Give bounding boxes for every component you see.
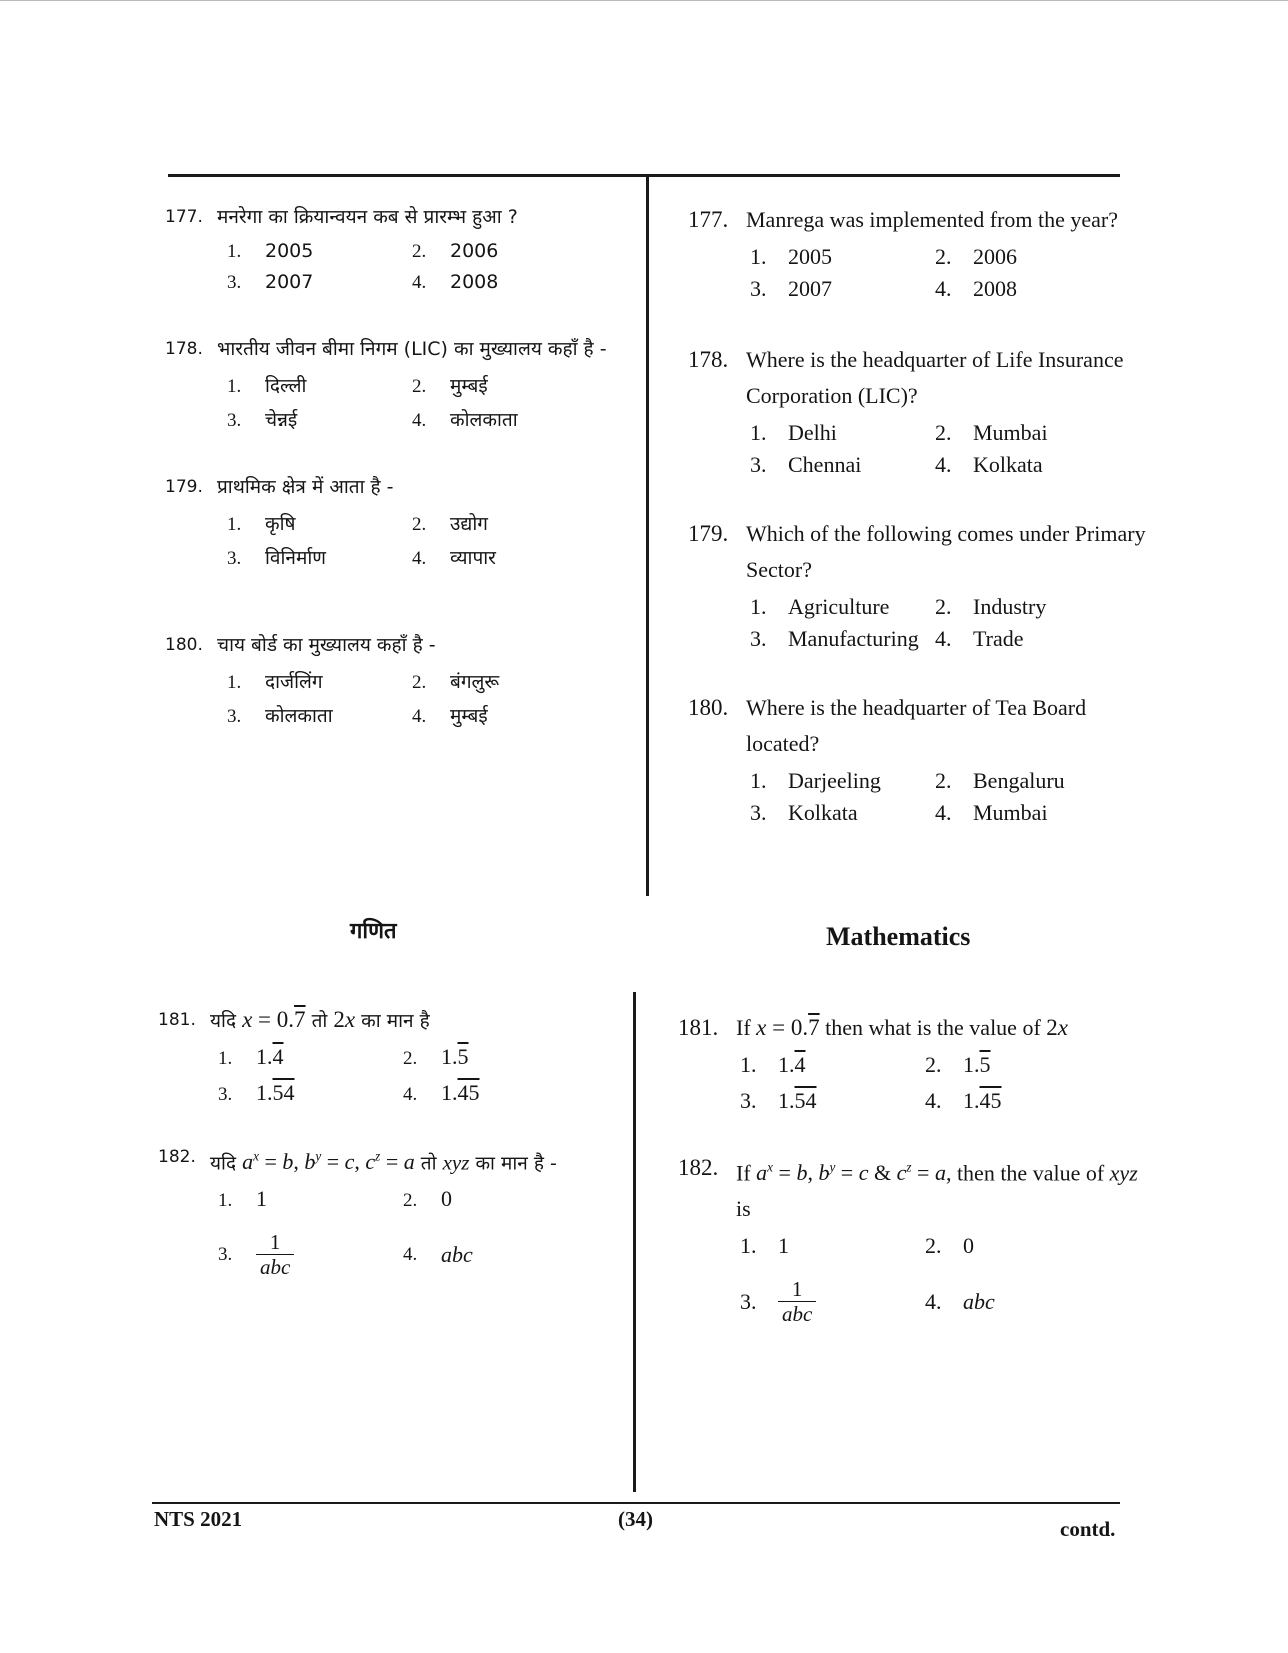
option: 2. मुम्बई	[412, 375, 488, 397]
question-179-hindi	[165, 470, 635, 570]
option: 4. 2008	[412, 271, 499, 293]
question-181-english	[678, 1010, 1148, 1114]
question-182-english	[678, 1150, 1148, 1326]
option: 1. Delhi	[750, 420, 837, 445]
option: 2. Mumbai	[935, 420, 1048, 445]
footer-exam-name: NTS 2021	[154, 1507, 243, 1531]
question-number: 177.	[688, 207, 729, 232]
question-text: If x = 0.7 then what is the value of 2x	[736, 1015, 1068, 1040]
bottom-rule	[152, 1502, 1120, 1504]
question-number: 180.	[165, 635, 203, 655]
question-text: चाय बोर्ड का मुख्यालय कहाँ है -	[217, 634, 436, 656]
option: 2. 2006	[935, 244, 1017, 269]
hindi-general-questions	[165, 200, 635, 728]
option: 2. बंगलुरू	[412, 671, 500, 693]
question-text: Which of the following comes under Primary Sector?	[746, 521, 1146, 582]
option: 3. 2007	[750, 276, 832, 301]
question-177-english	[688, 202, 1148, 302]
option: 1. कृषि	[227, 513, 296, 535]
option: 3. 1.54	[740, 1088, 817, 1113]
option: 1. Agriculture	[750, 594, 890, 619]
option: 1. Darjeeling	[750, 768, 881, 793]
option: 3. $\frac{1}{\text{abc}}$	[740, 1277, 925, 1326]
question-text: Manrega was implemented from the year?	[746, 207, 1119, 232]
option: 4. abc	[925, 1288, 995, 1314]
fraction: $\frac{1}{\text{abc}}$	[256, 1230, 294, 1279]
question-number: 182.	[678, 1155, 719, 1180]
question-180-english	[688, 690, 1148, 826]
question-number: 177.	[165, 207, 203, 227]
option: 4. कोलकाता	[412, 409, 518, 431]
option: 3. 1.54	[218, 1080, 295, 1105]
question-number: 181.	[678, 1015, 719, 1040]
option: 4. मुम्बई	[412, 705, 488, 727]
footer-page-number: (34)	[618, 1507, 653, 1531]
option: 3. कोलकाता	[227, 705, 333, 727]
question-number: 182.	[158, 1147, 196, 1167]
option: 1. दार्जलिंग	[227, 671, 323, 693]
option: 3. Kolkata	[750, 800, 858, 825]
option: 1. 1	[740, 1233, 789, 1259]
section-heading-mathematics-hindi: गणित	[350, 919, 397, 944]
column-divider-lower	[633, 992, 636, 1492]
option: 1. दिल्ली	[227, 375, 307, 397]
footer-continued: contd.	[1060, 1517, 1116, 1541]
option: 2. 1.5	[403, 1044, 469, 1069]
option: 4. 1.45	[403, 1080, 480, 1105]
option: 3. 2007	[227, 271, 314, 293]
fraction: $\frac{1}{\text{abc}}$	[778, 1277, 816, 1326]
option: 4. Mumbai	[935, 800, 1048, 825]
question-177-hindi	[165, 200, 635, 294]
top-rule	[168, 174, 1120, 177]
option: 3. $\frac{1}{\text{abc}}$	[218, 1230, 403, 1279]
question-text: भारतीय जीवन बीमा निगम (LIC) का मुख्यालय कहाँ है -	[217, 338, 607, 360]
option: 2. Bengaluru	[935, 768, 1065, 793]
option: 2. 1.5	[925, 1052, 991, 1077]
option: 2. 0	[403, 1186, 452, 1212]
question-text: यदि $a^x = b$, $b^y = c$, $c^z = a$ तो xyz का मान है -	[210, 1149, 557, 1175]
question-181-hindi	[158, 1003, 618, 1106]
option: 1. 1.4	[218, 1044, 284, 1069]
question-text: यदि x = 0.7 तो 2x का मान है	[210, 1007, 430, 1032]
question-text: मनरेगा का क्रियान्वयन कब से प्रारम्भ हुआ ?	[217, 206, 518, 228]
question-text: Where is the headquarter of Tea Board located?	[746, 695, 1087, 756]
option: 1. 1.4	[740, 1052, 806, 1077]
question-text: Where is the headquarter of Life Insurance Corporation (LIC)?	[746, 347, 1124, 408]
hindi-math-questions	[158, 1003, 618, 1279]
question-178-english	[688, 342, 1148, 478]
option: 1. 2005	[227, 240, 314, 262]
section-heading-mathematics-english: Mathematics	[826, 922, 971, 951]
question-text: If $a^x = b$, $b^y = c$ & $c^z = a$, then the value of xyz is	[736, 1160, 1138, 1222]
question-178-hindi	[165, 332, 635, 432]
question-number: 180.	[688, 695, 729, 720]
question-180-hindi	[165, 628, 635, 728]
english-math-questions	[678, 1010, 1148, 1326]
option: 3. Chennai	[750, 452, 862, 477]
option: 4. Kolkata	[935, 452, 1043, 477]
page-top-edge	[0, 0, 1288, 1]
question-179-english	[688, 516, 1148, 652]
option: 2. 0	[925, 1233, 974, 1259]
column-divider-upper	[646, 176, 649, 896]
option: 2. 2006	[412, 240, 499, 262]
question-number: 181.	[158, 1010, 196, 1030]
option: 1. 2005	[750, 244, 832, 269]
question-number: 178.	[165, 339, 203, 359]
option: 4. 1.45	[925, 1088, 1002, 1113]
option: 3. Manufacturing	[750, 626, 919, 651]
english-general-questions	[688, 202, 1148, 826]
option: 2. उद्योग	[412, 513, 489, 535]
option: 3. चेन्नई	[227, 409, 298, 431]
option: 4. abc	[403, 1241, 473, 1267]
question-text: प्राथमिक क्षेत्र में आता है -	[217, 476, 394, 498]
option: 4. व्यापार	[412, 547, 496, 569]
option: 4. Trade	[935, 626, 1024, 651]
option: 3. विनिर्माण	[227, 547, 326, 569]
option: 1. 1	[218, 1186, 267, 1212]
option: 4. 2008	[935, 276, 1017, 301]
question-182-hindi	[158, 1140, 618, 1279]
question-number: 179.	[688, 521, 729, 546]
question-number: 178.	[688, 347, 729, 372]
question-number: 179.	[165, 477, 203, 497]
option: 2. Industry	[935, 594, 1047, 619]
